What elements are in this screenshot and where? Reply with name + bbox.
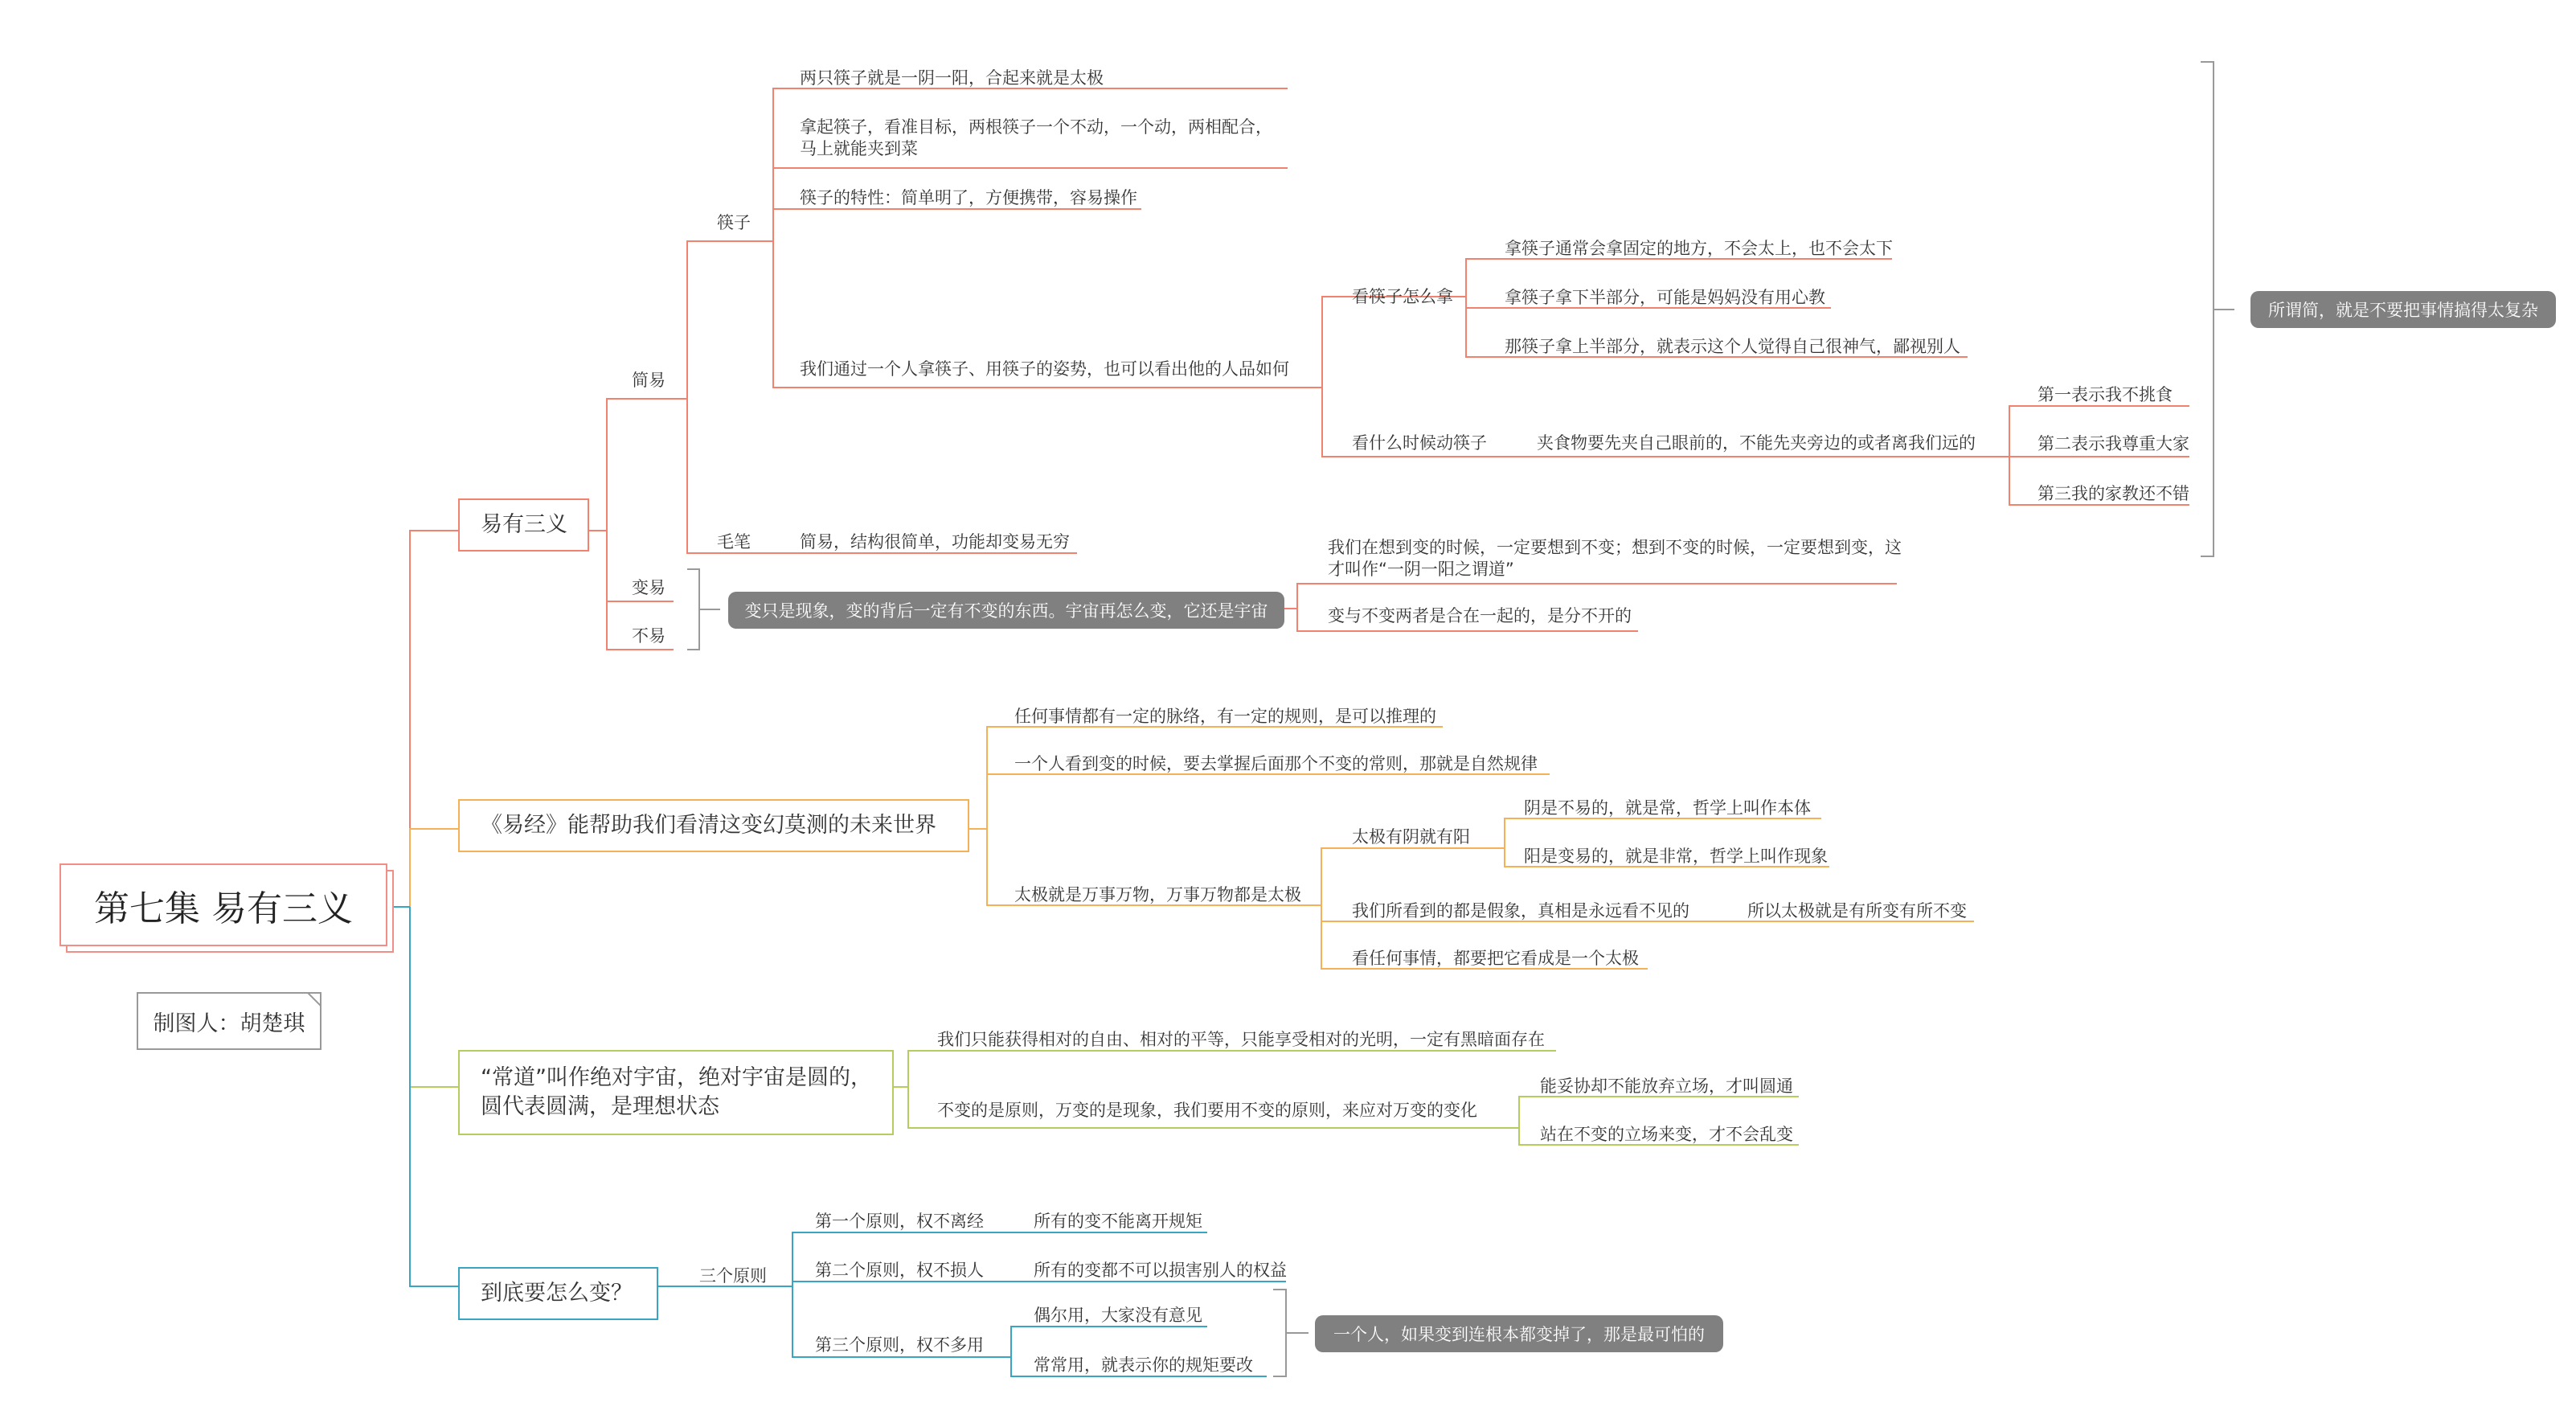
how-hold-item-1[interactable]: 拿筷子通常会拿固定的地方，不会太上，也不会太下 [1505,239,1893,258]
bianyi-pill-text: 变只是现象，变的背后一定有不变的东西。宇宙再怎么变，它还是宇宙 [744,601,1268,621]
summary-pill-jian[interactable] [2250,291,2556,328]
branch4-title: 到底要怎么变？ [481,1281,633,1306]
rule-1-label[interactable]: 第一个原则，权不离经 [815,1212,984,1231]
yinyang-item-1[interactable]: 阴是不易的，就是常，哲学上叫作本体 [1524,798,1811,818]
node-three-rules[interactable]: 三个原则 [699,1266,767,1286]
branch1-title: 易有三义 [481,512,567,537]
kuaizi-item-3[interactable]: 筷子的特性：简单明了，方便携带，容易操作 [800,188,1137,207]
note-fold-icon [307,992,321,1007]
yinyang-item-2[interactable]: 阳是变易的，就是非常，哲学上叫作现象 [1524,847,1828,866]
branch-yi-you-san-yi[interactable] [458,498,589,552]
rule-3-pill-text: 一个人，如果变到连根本都变掉了，那是最可怕的 [1333,1325,1705,1344]
rule-3-label[interactable]: 第三个原则，权不多用 [815,1335,984,1355]
pill-item-2[interactable]: 变与不变两者是合在一起的，是分不开的 [1328,606,1632,625]
how-hold-item-3[interactable]: 那筷子拿上半部分，就表示这个人觉得自己很神气，鄙视别人 [1505,337,1960,356]
rule-2-detail[interactable]: 所有的变都不可以损害别人的权益 [1034,1261,1287,1280]
yijing-item-2[interactable]: 一个人看到变的时候，要去掌握后面那个不变的常则，那就是自然规律 [1014,754,1538,773]
when-move-item-3[interactable]: 第三我的家教还不错 [2037,484,2189,503]
node-how-hold[interactable]: 看筷子怎么拿 [1352,287,1453,306]
summary-pill-jian-text: 所谓简，就是不要把事情搞得太复杂 [2268,301,2538,320]
node-buyi[interactable]: 不易 [632,626,666,646]
pill-item-1[interactable]: 我们在想到变的时候，一定要想到不变；想到不变的时候，一定要想到变，这才叫作“一阴一阳之谓道” [1328,538,1902,579]
node-yinyang[interactable]: 太极有阴就有阳 [1352,827,1470,847]
rule-3-detail-1[interactable]: 偶尔用，大家没有意见 [1034,1306,1202,1325]
jiaxiang-detail[interactable]: 所以太极就是有所变有所不变 [1747,901,1967,921]
how-hold-item-2[interactable]: 拿筷子拿下半部分，可能是妈妈没有用心教 [1505,288,1825,307]
rule-2-label[interactable]: 第二个原则，权不损人 [815,1261,984,1280]
rule-3-pill[interactable] [1315,1315,1723,1352]
kuaizi-item-2[interactable]: 拿起筷子，看准目标，两根筷子一个不动，一个动，两相配合，马上就能夹到菜 [800,117,1272,158]
branch-how-change[interactable] [458,1267,658,1320]
kuaizi-character[interactable]: 我们通过一个人拿筷子、用筷子的姿势，也可以看出他的人品如何 [800,359,1289,379]
when-move-detail[interactable]: 夹食物要先夹自己眼前的，不能先夹旁边的或者离我们远的 [1537,433,1976,453]
node-kuaizi[interactable]: 筷子 [717,213,751,232]
kuaizi-item-1[interactable]: 两只筷子就是一阴一阳，合起来就是太极 [800,68,1104,88]
branch-changdao[interactable] [458,1050,894,1135]
node-when-move[interactable]: 看什么时候动筷子 [1352,433,1487,453]
taiji-look[interactable]: 看任何事情，都要把它看成是一个太极 [1352,949,1639,968]
node-jiaxiang[interactable]: 我们所看到的都是假象，真相是永远看不见的 [1352,901,1689,921]
principle-item-2[interactable]: 站在不变的立场来变，才不会乱变 [1540,1125,1793,1144]
root-title-text: 第七集 易有三义 [94,888,353,929]
node-maobi[interactable]: 毛笔 [717,532,751,552]
maobi-item[interactable]: 简易，结构很简单，功能却变易无穷 [800,532,1070,552]
principle-item-1[interactable]: 能妥协却不能放弃立场，才叫圆通 [1540,1076,1793,1096]
node-jianyi[interactable]: 简易 [632,371,666,390]
branch-yijing[interactable] [458,799,969,852]
when-move-item-1[interactable]: 第一表示我不挑食 [2037,385,2173,404]
branch3-title: “常道”叫作绝对宇宙，绝对宇宙是圆的，圆代表圆满，是理想状态 [481,1065,872,1119]
branch2-title: 《易经》能帮助我们看清这变幻莫测的未来世界 [481,813,936,838]
node-bianyi[interactable]: 变易 [632,578,666,597]
bianyi-pill[interactable] [728,592,1284,629]
root-node-title[interactable] [59,863,387,946]
author-note[interactable] [137,992,321,1050]
node-taiji[interactable]: 太极就是万事万物，万事万物都是太极 [1014,885,1301,904]
node-principle[interactable]: 不变的是原则，万变的是现象，我们要用不变的原则，来应对万变的变化 [937,1101,1477,1120]
rule-1-detail[interactable]: 所有的变不能离开规矩 [1034,1212,1202,1231]
changdao-item-1[interactable]: 我们只能获得相对的自由、相对的平等，只能享受相对的光明，一定有黑暗面存在 [937,1030,1545,1049]
rule-3-detail-2[interactable]: 常常用，就表示你的规矩要改 [1034,1355,1253,1375]
yijing-item-1[interactable]: 任何事情都有一定的脉络，有一定的规则，是可以推理的 [1014,707,1436,726]
when-move-item-2[interactable]: 第二表示我尊重大家 [2037,434,2189,453]
author-text: 制图人：胡楚琪 [153,1011,305,1036]
